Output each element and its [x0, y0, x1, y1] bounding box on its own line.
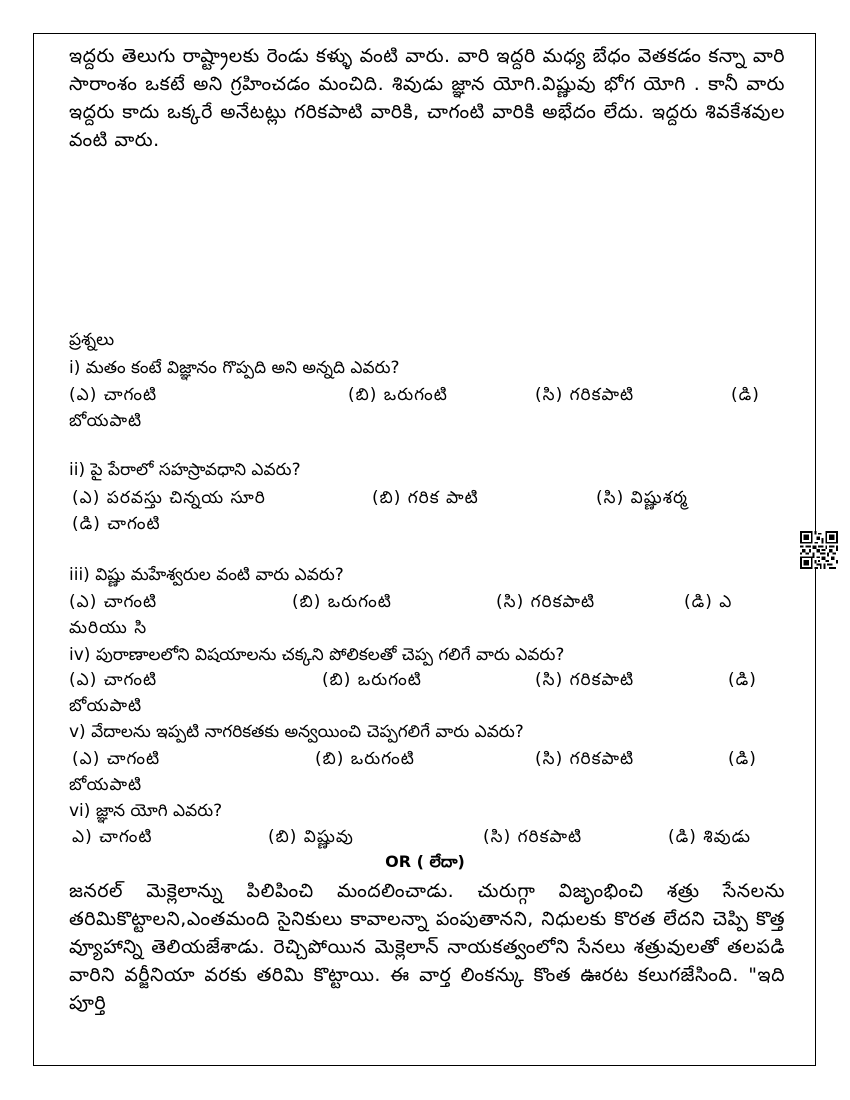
q4-option-b: (బి) ఒరుగంటి	[322, 670, 422, 690]
question-1: i) మతం కంటే విజ్ఞానం గొప్పది అని అన్నది ఎవరు?	[69, 358, 400, 378]
q1-option-a: (ఎ) చాగంటి	[69, 385, 158, 405]
q5-option-b: (బి) ఒరుగంటి	[315, 749, 415, 769]
question-2: ii) పై పేరాలో సహస్రావధాని ఎవరు?	[69, 460, 301, 480]
q3-option-c: (సి) గరికపాటి	[496, 592, 596, 612]
q5-option-d: (డి)	[728, 749, 757, 769]
q2-option-b: (బి) గరిక పాటి	[372, 488, 479, 508]
or-divider: OR ( లేదా)	[385, 852, 465, 871]
question-5: v) వేదాలను ఇప్పటి నాగరికతకు అన్వయించి చెప్పగలిగే వారు ఎవరు?	[69, 722, 524, 742]
q6-option-b: (బి) విష్ణువు	[268, 827, 354, 847]
q3-option-a: (ఎ) చాగంటి	[69, 592, 158, 612]
q6-option-a: ఎ) చాగంటి	[72, 827, 153, 847]
q2-option-c: (సి) విష్ణుశర్మ	[596, 488, 688, 508]
question-4: iv) పురాణాలలోని విషయాలను చక్కని పోలికలతో చెప్ప గలిగే వారు ఎవరు?	[69, 645, 565, 665]
q5-option-a: (ఎ) చాగంటి	[72, 749, 161, 769]
qr-code-icon	[800, 531, 838, 569]
q4-option-d: (డి)	[728, 670, 757, 690]
q4-option-d-cont: బోయపాటి	[69, 696, 143, 716]
q2-option-a: (ఎ) పరవస్తు చిన్నయ సూరి	[72, 488, 266, 508]
q3-option-b: (బి) ఒరుగంటి	[292, 592, 392, 612]
q3-option-d-cont: మరియు సి	[69, 618, 148, 638]
q5-option-d-cont: బోయపాటి	[69, 775, 143, 795]
question-3: iii) విష్ణు మహేశ్వరుల వంటి వారు ఎవరు?	[69, 565, 344, 585]
q4-option-c: (సి) గరికపాటి	[535, 670, 635, 690]
q1-option-c: (సి) గరికపాటి	[535, 385, 635, 405]
q5-option-c: (సి) గరికపాటి	[535, 749, 635, 769]
q1-option-b: (బి) ఒరుగంటి	[348, 385, 448, 405]
q2-option-d: (డి) చాగంటి	[72, 514, 161, 534]
q6-option-d: (డి) శివుడు	[668, 827, 752, 847]
question-6: vi) జ్ఞాన యోగి ఎవరు?	[69, 801, 223, 821]
q3-option-d: (డి) ఎ	[684, 592, 733, 612]
q4-option-a: (ఎ) చాగంటి	[69, 670, 158, 690]
q6-option-c: (సి) గరికపాటి	[483, 827, 583, 847]
q1-option-d: (డి)	[731, 385, 760, 405]
passage-bottom: జనరల్ మెక్లెలాన్ను పిలిపించి మందలించాడు. చురుగ్గా విజృంభించి శత్రు సేనలను తరిమికొట్టాలని,ఎంతమంది సైనికులు కావాలన్నా పంపుతానని, నిధులకు కొరత లేదని చెప్పి కొత్త వ్యూహాన్ని తెలియజేశాడు. రెచ్చిపోయిన మెక్లెలాన్ నాయకత్వంలోని సేనలు శత్రువులతో తలపడి వారిని వర్జీనియా వరకు తరిమి కొట్టాయి. ఈ వార్త లింకన్కు కొంత ఊరట కలుగజేసింది. "ఇది పూర్తి	[69, 880, 785, 1014]
questions-heading: ప్రశ్నలు	[69, 330, 115, 350]
q1-option-d-cont: బోయపాటి	[69, 411, 143, 431]
passage-top: ఇద్దరు తెలుగు రాష్ట్రాలకు రెండు కళ్ళు వంటి వారు. వారి ఇద్దరి మధ్య బేధం వెతకడం కన్నా వారి సారాంశం ఒకటే అని గ్రహించడం మంచిది. శివుడు జ్ఞాన యోగి.విష్ణువు భోగ యోగి . కానీ వారు ఇద్దరు కాదు ఒక్కరే అనేటట్లు గరికపాటి వారికి, చాగంటి వారికి అభేదం లేదు. ఇద్దరు శివకేశవుల వంటి వారు.	[69, 45, 785, 151]
